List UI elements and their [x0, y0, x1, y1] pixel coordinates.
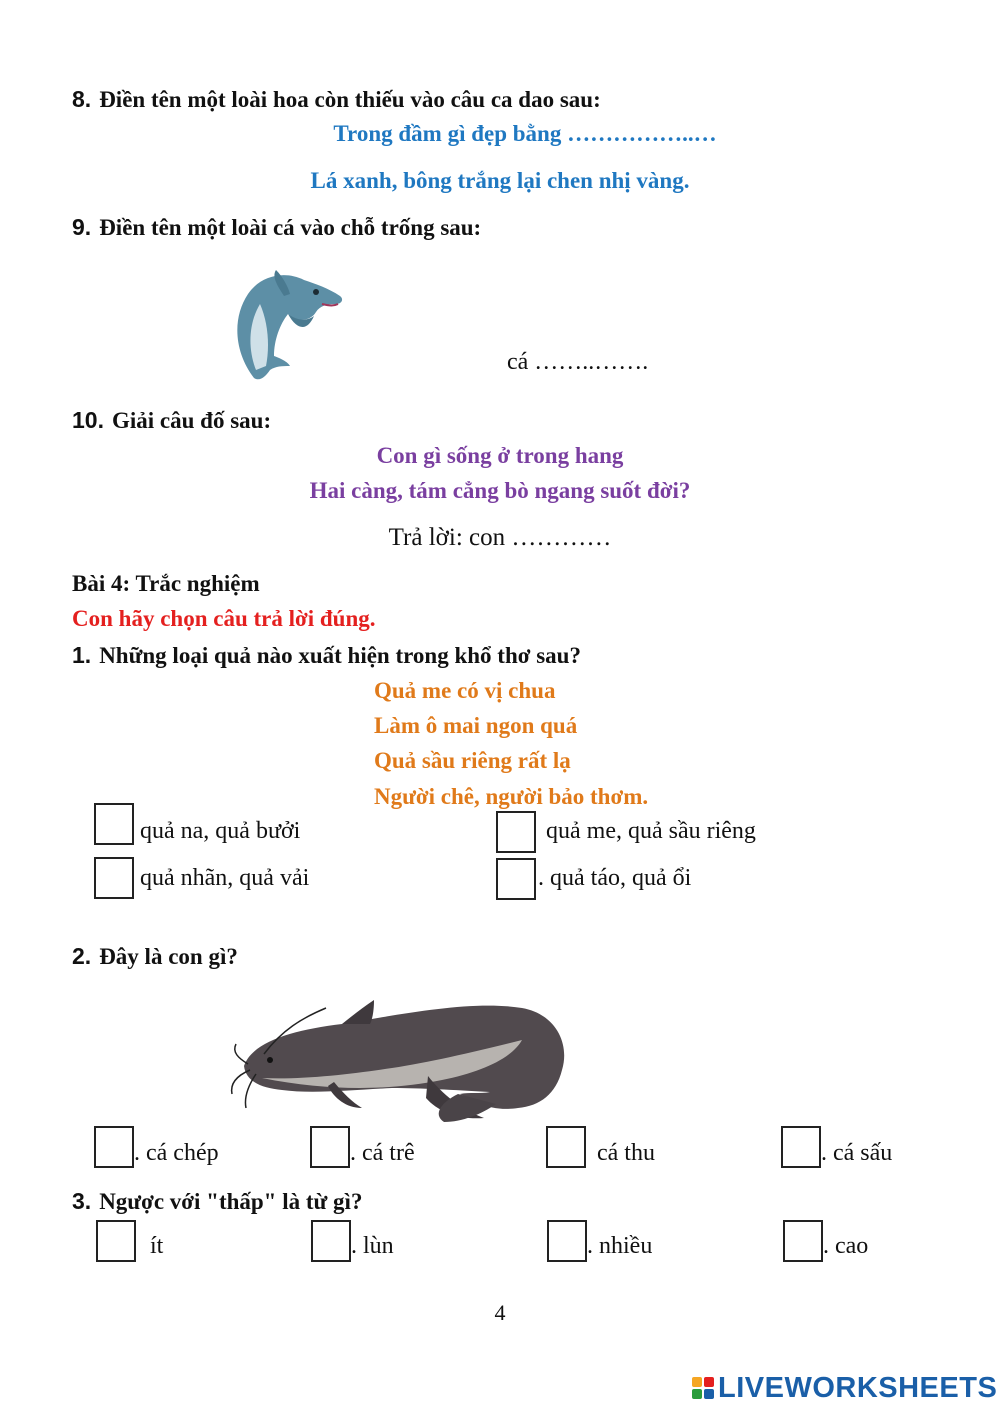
question-8	[72, 86, 601, 113]
option-label: ít	[150, 1233, 164, 1259]
mc-question-1	[72, 642, 581, 669]
riddle-answer-blank[interactable]: Trả lời: con …………	[388, 524, 612, 551]
mc-question-3	[72, 1188, 362, 1215]
logo-text: LIVEWORKSHEETS	[718, 1371, 998, 1404]
question-number: 3.	[72, 1188, 92, 1214]
question-text: Giải câu đố sau:	[111, 408, 272, 433]
question-text: Những loại quả nào xuất hiện trong khổ thơ sau?	[99, 643, 581, 668]
poem-line-1: Quả me có vị chua	[374, 678, 556, 703]
option-label: . nhiều	[587, 1233, 653, 1259]
option-label: . lùn	[351, 1233, 394, 1259]
option-label: cá thu	[597, 1140, 655, 1166]
poem-line-3: Quả sầu riêng rất lạ	[374, 748, 571, 773]
question-number: 9.	[72, 214, 92, 240]
ca-dao-line-2: Lá xanh, bông trắng lại chen nhị vàng.	[310, 168, 690, 193]
mc-question-2	[72, 943, 238, 970]
checkbox-option-3c[interactable]	[547, 1220, 587, 1262]
poem-line-4: Người chê, người bảo thơm.	[374, 784, 649, 809]
section-title: Bài 4: Trắc nghiệm	[72, 571, 260, 596]
checkbox-option-1a[interactable]	[94, 803, 134, 845]
section-instruction: Con hãy chọn câu trả lời đúng.	[72, 606, 376, 631]
checkbox-option-2c[interactable]	[546, 1126, 586, 1168]
question-number: 10.	[72, 407, 104, 433]
page-number: 4	[494, 1300, 506, 1325]
checkbox-option-3a[interactable]	[96, 1220, 136, 1262]
question-10	[72, 407, 271, 434]
riddle-line-1: Con gì sống ở trong hang	[376, 443, 624, 468]
liveworksheets-logo-icon	[692, 1377, 714, 1399]
checkbox-option-3d[interactable]	[783, 1220, 823, 1262]
option-label: quả me, quả sầu riêng	[546, 818, 756, 844]
option-label: quả na, quả bưởi	[140, 818, 301, 844]
checkbox-option-1c[interactable]	[94, 857, 134, 899]
ca-dao-line-1: Trong đầm gì đẹp bằng ……………..…	[333, 121, 717, 146]
question-text: Điền tên một loài hoa còn thiếu vào câu ca dao sau:	[99, 87, 601, 112]
question-text: Ngược với "thấp" là từ gì?	[99, 1189, 363, 1214]
poem-line-2: Làm ô mai ngon quá	[374, 713, 578, 738]
checkbox-option-1b[interactable]	[496, 811, 536, 853]
question-text: Đây là con gì?	[99, 944, 238, 969]
option-label: quả nhãn, quả vải	[140, 865, 310, 891]
fish-answer-blank[interactable]: cá ……..…….	[507, 349, 649, 375]
question-text: Điền tên một loài cá vào chỗ trống sau:	[99, 215, 482, 240]
question-number: 2.	[72, 943, 92, 969]
option-label: . cá trê	[350, 1140, 415, 1166]
checkbox-option-2d[interactable]	[781, 1126, 821, 1168]
question-number: 1.	[72, 642, 92, 668]
option-label: . cao	[823, 1233, 869, 1259]
option-label: . cá chép	[134, 1140, 219, 1166]
option-label: . quả táo, quả ổi	[538, 865, 692, 891]
question-9	[72, 214, 481, 241]
riddle-line-2: Hai càng, tám cẳng bò ngang suốt đời?	[309, 478, 691, 503]
checkbox-option-2a[interactable]	[94, 1126, 134, 1168]
question-number: 8.	[72, 86, 92, 112]
option-label: . cá sấu	[821, 1140, 893, 1166]
dolphin-image	[226, 266, 350, 388]
liveworksheets-logo	[692, 1370, 997, 1406]
checkbox-option-1d[interactable]	[496, 858, 536, 900]
checkbox-option-2b[interactable]	[310, 1126, 350, 1168]
checkbox-option-3b[interactable]	[311, 1220, 351, 1262]
catfish-image	[222, 994, 568, 1124]
